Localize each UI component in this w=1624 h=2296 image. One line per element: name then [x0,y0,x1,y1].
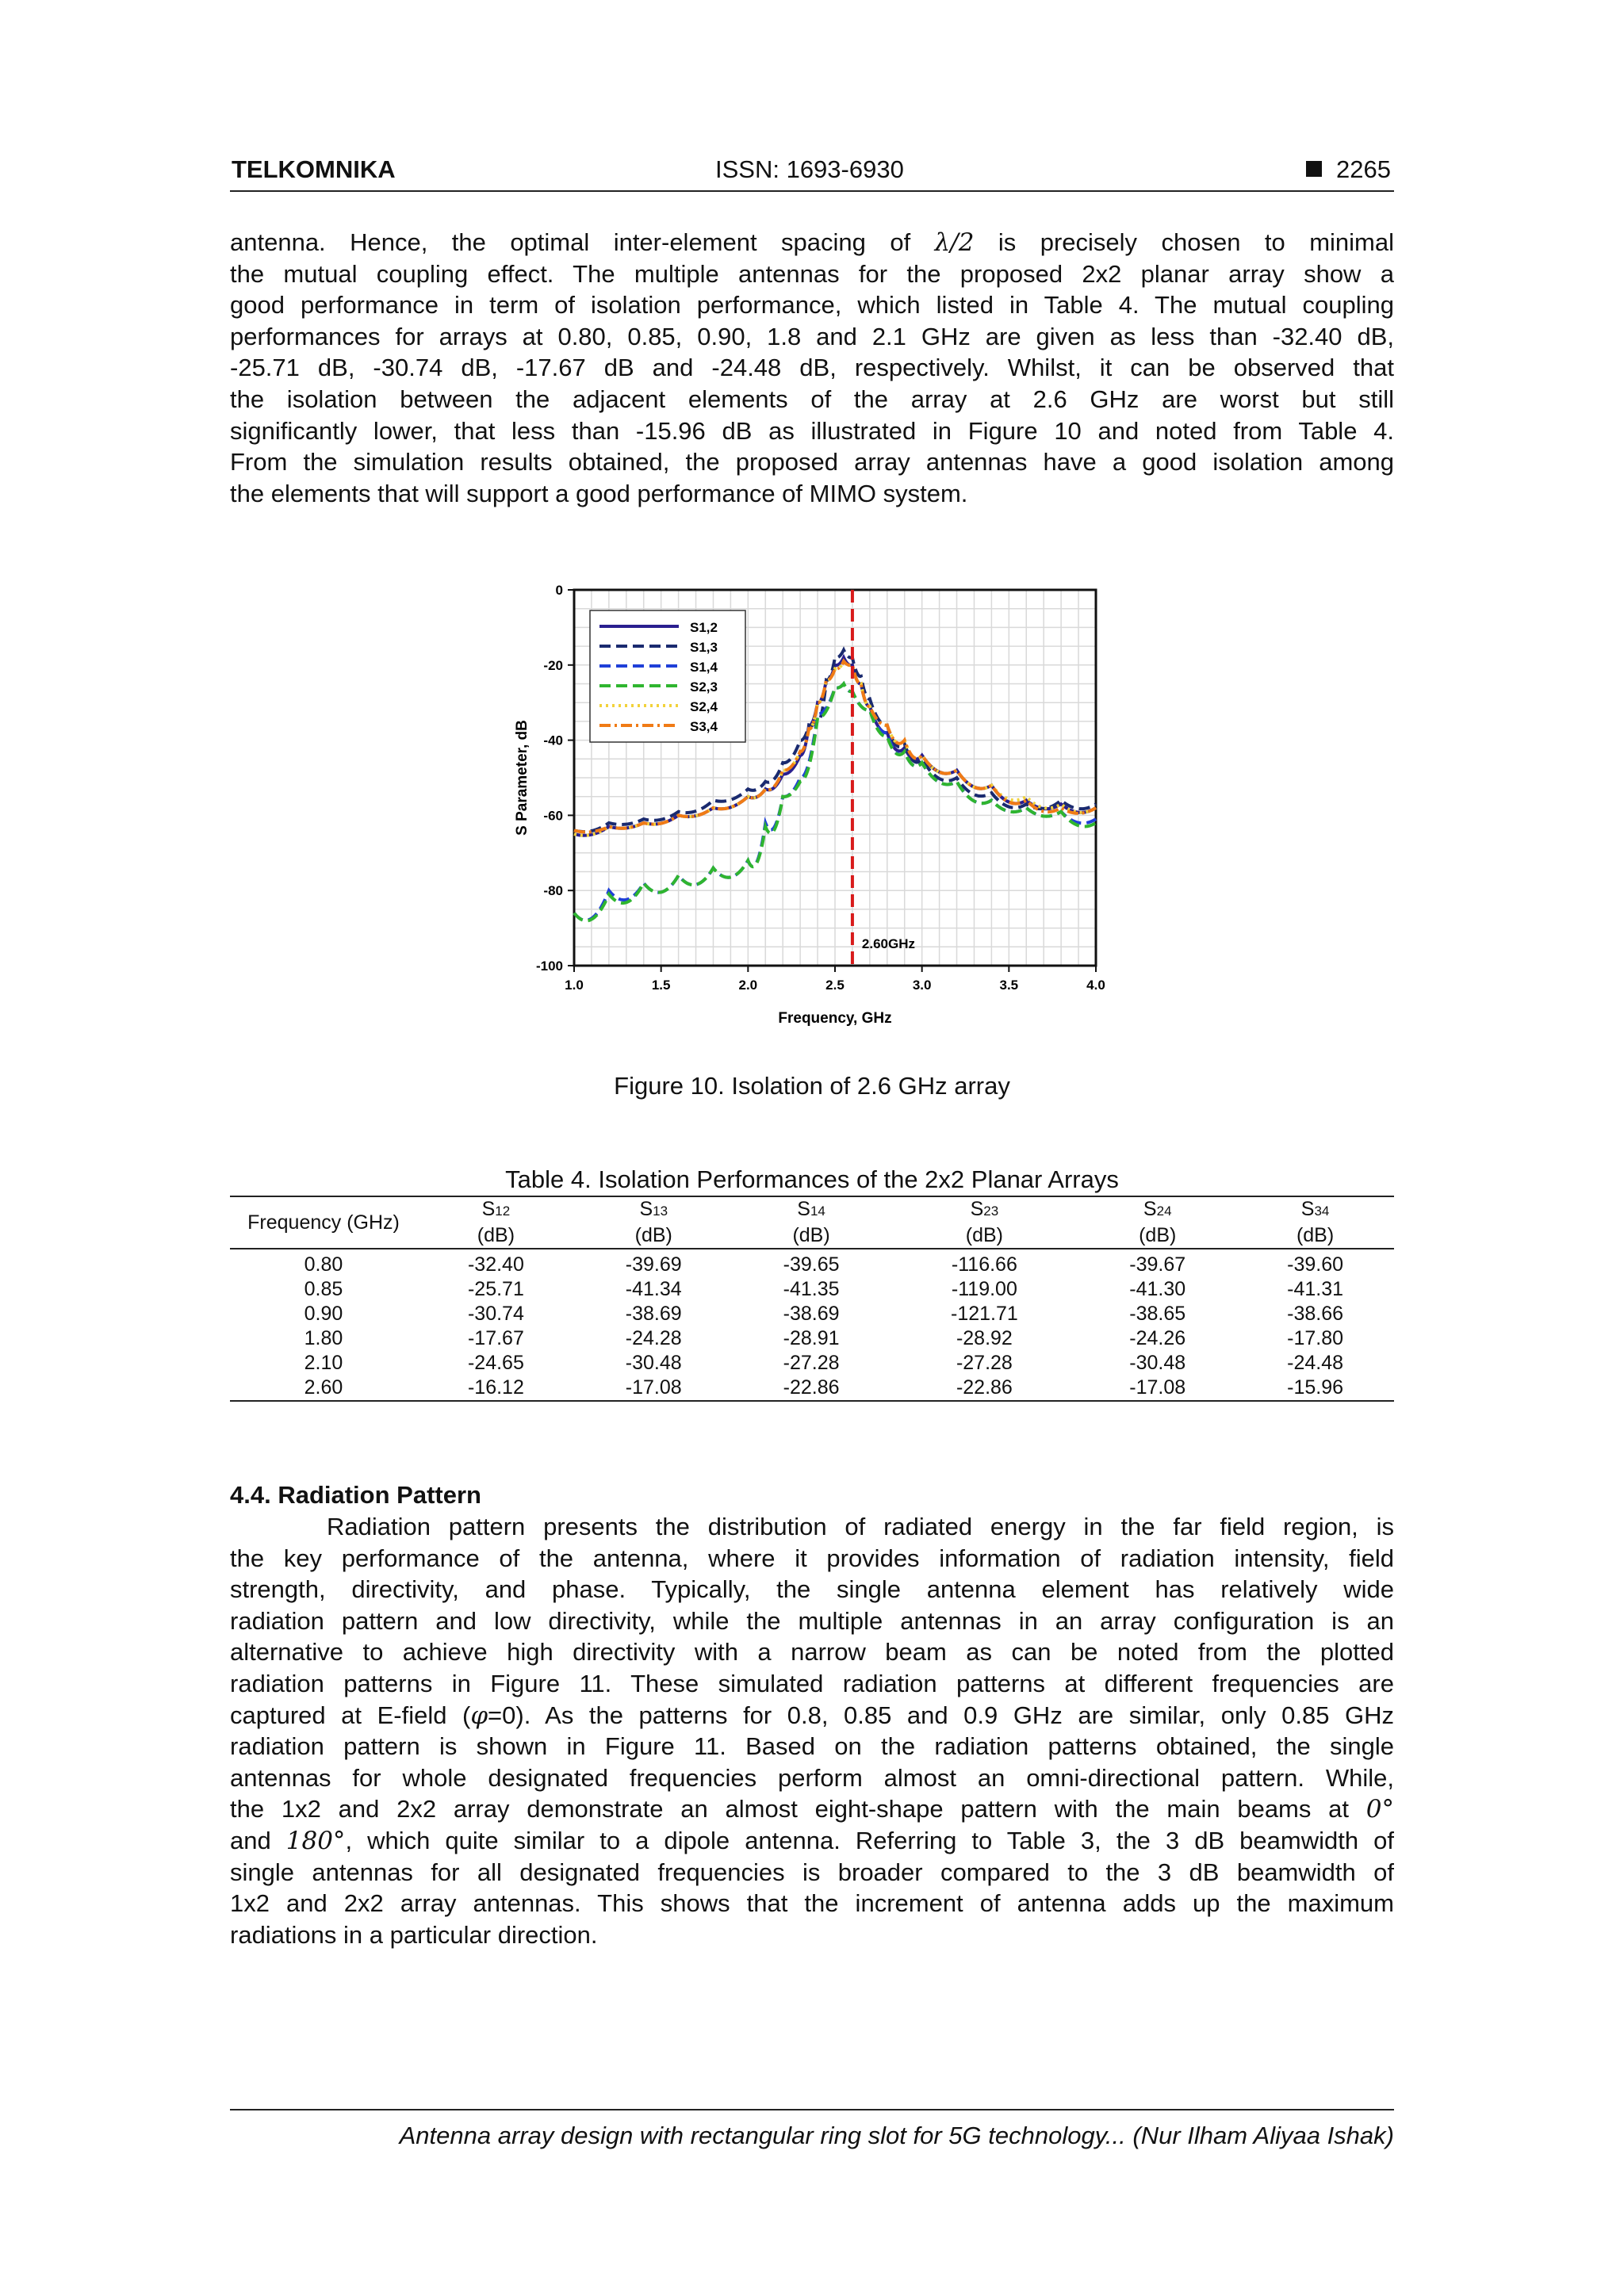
x-tick-label: 3.0 [912,978,932,993]
text-line [230,1700,1394,1732]
isolation-cell: -17.67 [467,1327,524,1349]
unit-label: (dB) [634,1224,672,1246]
math-symbol: λ/2 [934,228,975,257]
text-line [230,352,1394,384]
legend-label: S2,3 [690,679,718,695]
isolation-cell: -41.34 [625,1278,682,1300]
isolation-cell: -39.60 [1287,1253,1344,1276]
frequency-cell: 0.90 [304,1303,343,1325]
text-line [230,1574,1394,1605]
isolation-cell: -17.08 [1129,1376,1186,1399]
text-segment: the isolation between the adjacent elements of the array at 2.6 GHz are worst but still [230,385,1394,413]
param-symbol: S [970,1198,984,1220]
legend-label: S1,4 [690,660,718,675]
header-s34 [1236,1196,1394,1249]
table-row [230,1351,1394,1376]
text-segment: strength, directivity, and phase. Typically, the single antenna element has relatively wide [230,1575,1394,1604]
text-segment: performances for arrays at 0.80, 0.85, 0.90, 1.8 and 2.1 GHz are given as less than -32.40 dB, [230,322,1394,350]
param-subscript: 24 [1156,1203,1172,1219]
header-s23 [890,1196,1078,1249]
text-segment: and [230,1826,286,1854]
text-segment: alternative to achieve high directivity with a narrow beam as can be noted from the plotted [230,1638,1394,1667]
text-line [230,1543,1394,1575]
isolation-cell: -24.48 [1287,1352,1344,1374]
intro-paragraph [230,227,1394,509]
frequency-cell: 0.80 [304,1253,343,1276]
legend-label: S3,4 [690,719,718,734]
legend-label: S1,3 [690,640,718,655]
isolation-cell: -24.28 [625,1327,682,1349]
text-segment: From the simulation results obtained, the proposed array antennas have a good isolation among [230,448,1394,476]
text-segment: radiation patterns in Figure 11. These simulated radiation patterns at different frequencies are [230,1669,1394,1697]
param-subscript: 12 [495,1203,511,1219]
y-tick-label: -100 [535,959,563,974]
text-line [230,1511,1394,1543]
text-segment: antennas for whole designated frequencies perform almost an omni-directional pattern. While, [230,1763,1394,1792]
text-line [230,1888,1394,1919]
text-segment: =0). As the patterns for 0.8, 0.85 and 0.9 GHz are similar, only 0.85 GHz [488,1701,1394,1729]
param-subscript: 34 [1314,1203,1330,1219]
isolation-cell: -41.31 [1287,1278,1344,1300]
text-line [230,1825,1394,1857]
header-s24 [1078,1196,1236,1249]
text-segment: Radiation pattern presents the distribution of radiated energy in the far field region, is [327,1513,1394,1540]
isolation-cell: -119.00 [951,1278,1017,1300]
text-segment: radiation pattern and low directivity, while the multiple antennas in an array configuration is an [230,1606,1394,1635]
isolation-cell: -38.66 [1287,1303,1344,1325]
text-line [230,1605,1394,1637]
isolation-cell: -32.40 [467,1253,524,1276]
text-line [230,1793,1394,1825]
frequency-cell: 2.60 [304,1376,343,1399]
param-symbol: S [797,1198,810,1220]
param-symbol: S [639,1198,653,1220]
unit-label: (dB) [965,1224,1004,1246]
frequency-cell: 1.80 [304,1327,343,1349]
table-title: Table 4. Isolation Performances of the 2x2 Planar Arrays [505,1165,1119,1193]
text-segment: antenna. Hence, the optimal inter-element spacing of [230,228,935,256]
x-axis-label: Frequency, GHz [778,1010,892,1027]
param-subscript: 23 [983,1203,999,1219]
text-line [230,1636,1394,1668]
issn: ISSN: 1693-6930 [715,155,904,183]
isolation-cell: -15.96 [1287,1376,1344,1399]
x-tick-label: 2.0 [738,978,758,993]
section-heading: 4.4. Radiation Pattern [230,1481,481,1509]
header-frequency: Frequency (GHz) [247,1211,400,1234]
param-symbol: S [1300,1198,1315,1220]
frequency-cell: 0.85 [304,1278,343,1300]
isolation-cell: -22.86 [783,1376,840,1399]
text-line [230,1857,1394,1888]
isolation-cell: -30.48 [1129,1352,1186,1374]
journal-name: TELKOMNIKA [232,155,396,183]
text-segment: radiation pattern is shown in Figure 11. Based on the radiation patterns obtained, the single [230,1732,1394,1761]
text-line [230,1919,1394,1951]
header-s12 [417,1196,575,1249]
isolation-table [230,1196,1394,1402]
x-tick-label: 3.5 [999,978,1019,993]
text-line [230,384,1394,415]
isolation-cell: -39.69 [625,1253,682,1276]
param-symbol: S [1143,1198,1157,1220]
table-body [230,1249,1394,1401]
text-segment: captured at E-field ( [230,1701,471,1729]
y-tick-label: 0 [555,583,563,598]
text-segment: is precisely chosen to minimal [974,228,1394,256]
y-tick-label: -20 [543,657,563,673]
y-tick-label: -60 [543,808,563,824]
table-row [230,1302,1394,1326]
text-segment: , which quite similar to a dipole antenna. Referring to Table 3, the 3 dB beamwidth of [345,1826,1394,1854]
isolation-cell: -17.08 [625,1376,682,1399]
x-tick-label: 1.0 [565,978,584,993]
text-segment: radiations in a particular direction. [230,1920,598,1949]
marker-label: 2.60GHz [861,936,916,951]
math-symbol: φ [470,1701,488,1730]
y-tick-label: -40 [543,733,563,748]
header-s13 [575,1196,733,1249]
figure-10 [506,579,1121,1039]
isolation-cell: -24.26 [1129,1327,1186,1349]
text-line [230,1731,1394,1762]
text-segment: the key performance of the antenna, where it provides information of radiation intensity, field [230,1544,1394,1572]
text-line [230,1668,1394,1700]
page-footer: Antenna array design with rectangular ring slot for 5G technology... (Nur Ilham Aliyaa Ishak) [230,2109,1394,2150]
isolation-cell: -38.69 [625,1303,682,1325]
isolation-cell: -116.66 [951,1253,1017,1276]
math-symbol: 180° [285,1826,346,1855]
text-line [230,258,1394,290]
text-segment: single antennas for all designated frequencies is broader compared to the 3 dB beamwidth of [230,1858,1394,1886]
text-segment: the mutual coupling effect. The multiple antennas for the proposed 2x2 planar array show a [230,259,1394,288]
isolation-cell: -17.80 [1287,1327,1344,1349]
text-segment: significantly lower, that less than -15.96 dB as illustrated in Figure 10 and noted from Table 4. [230,416,1394,445]
text-line [230,321,1394,353]
table-row [230,1249,1394,1277]
isolation-cell: -27.28 [783,1352,840,1374]
radiation-paragraph [230,1511,1394,1950]
table-row [230,1277,1394,1302]
isolation-cell: -25.71 [467,1278,524,1300]
frequency-cell: 2.10 [304,1352,343,1374]
page-header [230,155,1394,192]
isolation-cell: -41.35 [783,1278,840,1300]
table-4 [230,1164,1394,1402]
y-axis-label: S Parameter, dB [514,720,530,836]
unit-label: (dB) [477,1224,515,1246]
param-subscript: 14 [810,1203,825,1219]
unit-label: (dB) [792,1224,830,1246]
text-segment: good performance in term of isolation performance, which listed in Table 4. The mutual coupling [230,291,1394,320]
text-segment: -25.71 dB, -30.74 dB, -17.67 dB and -24.48 dB, respectively. Whilst, it can be observed that [230,354,1394,382]
y-tick-label: -80 [543,883,563,899]
text-segment: the elements that will support a good performance of MIMO system. [230,479,968,507]
isolation-cell: -39.67 [1129,1253,1186,1276]
header-s14 [733,1196,891,1249]
param-symbol: S [481,1198,496,1220]
isolation-cell: -38.69 [783,1303,840,1325]
isolation-cell: -28.92 [956,1327,1013,1349]
math-symbol: 0° [1365,1795,1394,1824]
figure-caption: Figure 10. Isolation of 2.6 GHz array [614,1072,1010,1100]
text-line [230,289,1394,321]
chart-legend [590,610,745,742]
isolation-chart [506,579,1121,1039]
isolation-cell: -38.65 [1129,1303,1186,1325]
table-row [230,1326,1394,1351]
isolation-cell: -121.71 [951,1303,1018,1325]
text-line [230,415,1394,447]
unit-label: (dB) [1139,1224,1177,1246]
isolation-cell: -30.74 [467,1303,524,1325]
text-segment: the 1x2 and 2x2 array demonstrate an almost eight-shape pattern with the main beams at [230,1795,1366,1823]
square-bullet-icon [1306,161,1322,177]
table-header-row [230,1196,1394,1249]
text-line [230,478,1394,510]
isolation-cell: -30.48 [625,1352,682,1374]
text-segment: 1x2 and 2x2 array antennas. This shows that the increment of antenna adds up the maximum [230,1889,1394,1918]
legend-label: S2,4 [690,699,718,714]
table-row [230,1376,1394,1401]
isolation-cell: -16.12 [467,1376,524,1399]
isolation-cell: -41.30 [1129,1278,1186,1300]
text-line [230,1762,1394,1794]
isolation-cell: -22.86 [956,1376,1013,1399]
isolation-cell: -27.28 [956,1352,1013,1374]
legend-box [590,610,745,742]
legend-label: S1,2 [690,620,718,635]
x-tick-label: 1.5 [651,978,671,993]
x-tick-label: 4.0 [1086,978,1105,993]
isolation-cell: -24.65 [467,1352,524,1374]
unit-label: (dB) [1296,1224,1335,1246]
x-tick-label: 2.5 [825,978,845,993]
page-number: 2265 [1306,155,1391,184]
param-subscript: 13 [653,1203,668,1219]
text-line [230,227,1394,258]
isolation-cell: -39.65 [783,1253,840,1276]
text-line [230,446,1394,478]
isolation-cell: -28.91 [783,1327,840,1349]
